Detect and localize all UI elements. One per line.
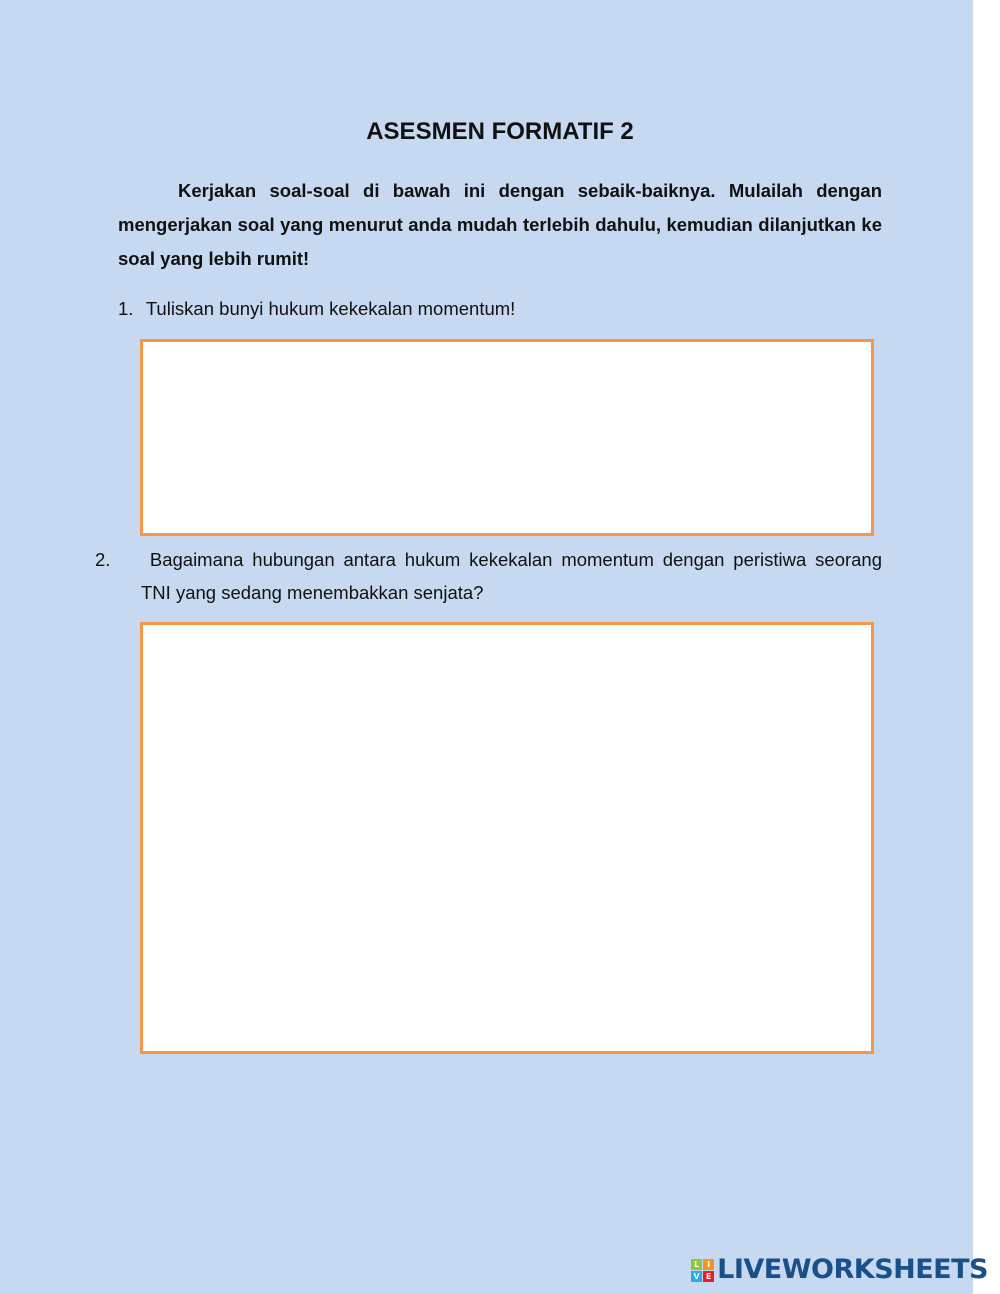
logo-letter-l: L	[691, 1259, 702, 1270]
question-1	[118, 292, 882, 325]
question-2	[95, 543, 883, 609]
page-title: ASESMEN FORMATIF 2	[366, 118, 634, 145]
question-1-text: Tuliskan bunyi hukum kekekalan momentum!	[145, 298, 516, 319]
liveworksheets-logo-text: LIVEWORKSHEETS	[717, 1254, 988, 1285]
logo-letter-i: I	[703, 1259, 714, 1270]
logo-letter-e: E	[703, 1271, 714, 1282]
question-2-text: Bagaimana hubungan antara hukum kekekalan momentum dengan peristiwa seorang TNI yang sedang menembakkan senjata?	[141, 549, 883, 603]
liveworksheets-logo-icon	[691, 1259, 714, 1282]
answer-2-input[interactable]	[140, 622, 874, 1054]
logo-letter-v: V	[691, 1271, 702, 1282]
answer-1-input[interactable]	[140, 339, 874, 536]
question-2-number: 2.	[95, 549, 111, 570]
question-1-number: 1.	[118, 298, 134, 319]
liveworksheets-logo	[691, 1253, 988, 1287]
instructions-text: Kerjakan soal-soal di bawah ini dengan sebaik-baiknya. Mulailah dengan mengerjakan soal yang menurut anda mudah terlebih dahulu, kemudian dilanjutkan ke soal yang lebih rumit!	[118, 180, 882, 269]
